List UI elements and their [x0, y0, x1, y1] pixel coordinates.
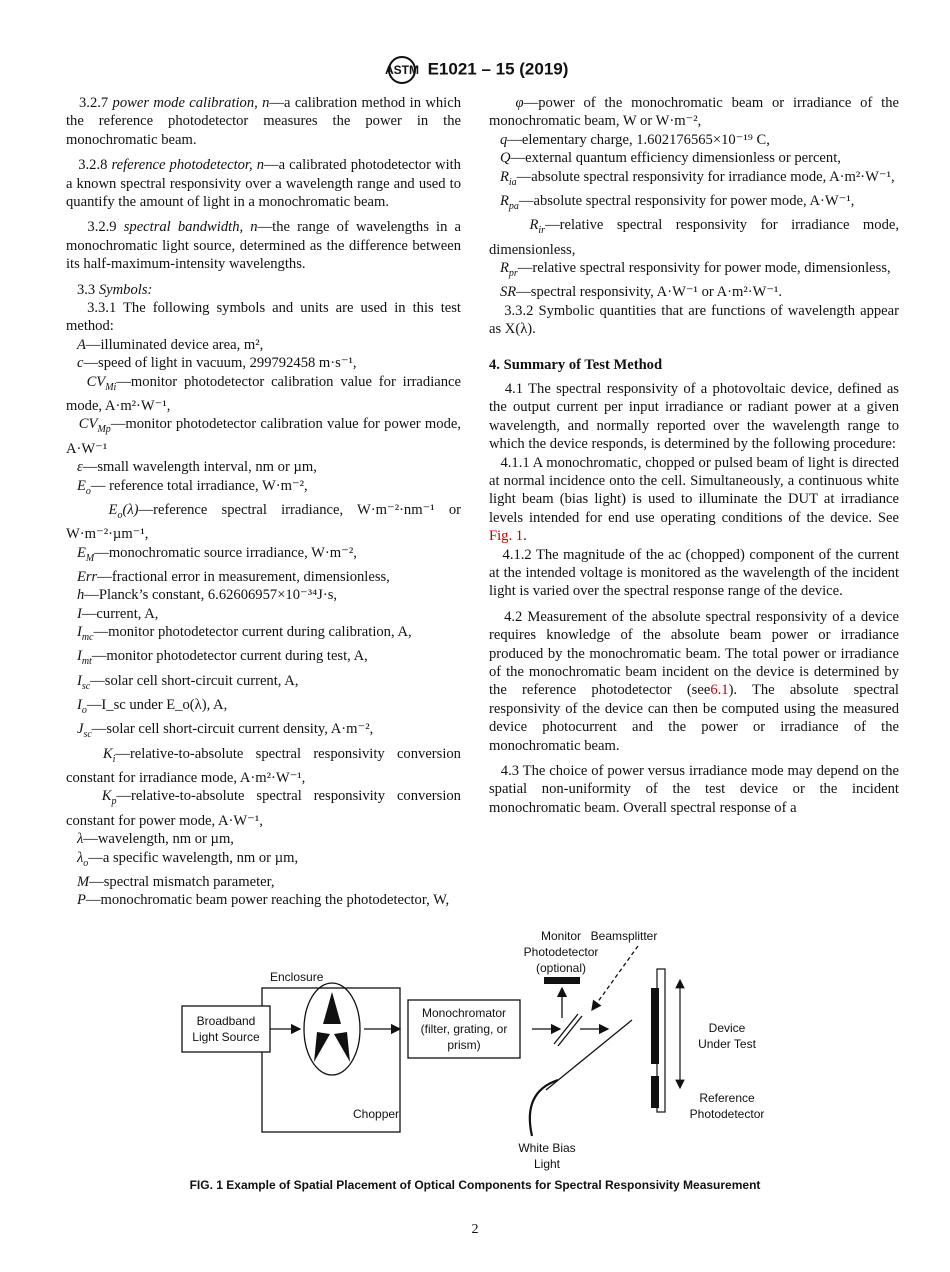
- symbol-def: [66, 873, 461, 891]
- symbol-def: [66, 458, 461, 476]
- mono-label-1: Monochromator: [421, 1006, 507, 1020]
- monitor-label-2: Photodetector: [523, 945, 599, 959]
- symbol-term: $R_{pr}$: [499, 259, 518, 279]
- svg-text:ASTM: ASTM: [384, 63, 419, 77]
- figure-caption: FIG. 1 Example of Spatial Placement of Optical Components for Spectral Responsivity Measurement: [189, 1178, 761, 1192]
- symbol-text: —external quantum efficiency dimensionless or percent,: [510, 150, 841, 167]
- symbol-def: [489, 168, 899, 192]
- symbol-def: [66, 354, 461, 372]
- symbol-text: —monitor photodetector current during test, A,: [91, 648, 368, 665]
- beamsplitter-label: Beamsplitter: [590, 929, 658, 943]
- symbol-def: [66, 415, 461, 458]
- symbol-term: $I_o$: [76, 697, 87, 716]
- symbol-text: —small wavelength interval, nm or µm,: [82, 459, 317, 476]
- symbol-def: [66, 787, 461, 830]
- symbol-text: —wavelength, nm or µm,: [83, 831, 234, 848]
- symbol-def: [66, 373, 461, 416]
- symbol-term: λ: [76, 831, 84, 848]
- white-bias-reflector: [530, 1080, 558, 1136]
- symbol-term: φ: [515, 95, 524, 111]
- symbol-list-right: [489, 94, 899, 302]
- symbol-term: A: [76, 336, 86, 353]
- symbol-def: [489, 259, 899, 283]
- enclosure-label: Enclosure: [270, 970, 324, 984]
- symbol-def: [66, 336, 461, 354]
- page-number: 2: [471, 1222, 479, 1237]
- para-3-2-9: 3.2.9 spectral bandwidth, n—the range of wavelengths in a monochromatic light source, determined as the difference between its half-maximum-intensity wavelengths.: [66, 219, 461, 273]
- symbol-term: Err: [76, 568, 98, 585]
- symbol-term: M: [76, 873, 90, 890]
- symbol-term: q: [499, 131, 508, 148]
- symbol-text: —monochromatic beam power reaching the photodetector, W,: [85, 892, 450, 909]
- symbol-text: —speed of light in vacuum, 299792458 m·s⁻¹,: [83, 355, 357, 372]
- symbol-text: — reference total irradiance, W·m⁻²,: [90, 477, 308, 494]
- page-header: [0, 56, 950, 84]
- symbol-term: $\lambda_o$: [76, 849, 89, 869]
- section-4-heading: 4. Summary of Test Method: [489, 356, 663, 373]
- white-bias-label-1: White Bias: [518, 1141, 576, 1155]
- symbol-text: —reference spectral irradiance, W·m⁻²·nm⁻¹ or W·m⁻²·µm⁻¹,: [66, 501, 461, 543]
- symbol-term: SR: [499, 284, 517, 301]
- symbol-text: —solar cell short-circuit current density, A·m⁻²,: [91, 721, 374, 738]
- symbol-term: $R_{pa}$: [499, 192, 519, 212]
- symbol-text: —monitor photodetector calibration value for irradiance mode, A·m²·W⁻¹,: [66, 373, 461, 414]
- symbol-text: —monitor photodetector current during calibration, A,: [93, 624, 412, 641]
- symbol-text: —relative-to-absolute spectral responsivity conversion constant for power mode, A·W⁻¹,: [66, 788, 461, 829]
- symbol-text: —power of the monochromatic beam or irradiance of the monochromatic beam, W or W·m⁻²,: [489, 95, 899, 130]
- broadband-label-2: Light Source: [192, 1030, 260, 1044]
- symbol-def: [66, 544, 461, 568]
- device-label-1: Device: [708, 1021, 746, 1035]
- designation: E1021 – 15 (2019): [427, 59, 569, 79]
- para-4-2: 4.2 Measurement of the absolute spectral responsivity of a device requires knowledge of the absolute beam power or irradiance produced by the monochromatic beam. The total power or irradiance of the monochromatic beam incident on the device is determined by the reference photodetector (see6.1). The absolute spectral responsivity of the device can then be computed using the measured device photocurrent and the power or irradiance of the monochromatic beam.: [489, 608, 900, 754]
- symbol-term: I: [76, 605, 82, 622]
- symbol-text: —relative-to-absolute spectral responsivity conversion constant for irradiance mode, A·m²·W⁻¹,: [66, 745, 461, 786]
- symbol-term: Q: [499, 150, 511, 167]
- symbol-text: —absolute spectral responsivity for power mode, A·W⁻¹,: [518, 192, 855, 209]
- symbol-text: —absolute spectral responsivity for irradiance mode, A·m²·W⁻¹,: [516, 168, 895, 185]
- symbol-term: $I_{sc}$: [76, 672, 91, 692]
- symbol-def: [66, 696, 461, 720]
- symbol-def: [66, 623, 461, 647]
- symbol-def: [66, 605, 461, 623]
- symbol-term: $E_M$: [76, 544, 95, 564]
- symbol-term: ε: [76, 459, 83, 476]
- reference-label-1: Reference: [699, 1091, 755, 1105]
- symbol-def: [66, 745, 461, 788]
- symbol-def: [66, 477, 461, 501]
- symbol-def: [66, 568, 461, 586]
- monitor-photodetector: [544, 977, 580, 984]
- symbol-term: $K_p$: [101, 788, 117, 808]
- mono-label-2: (filter, grating, or: [420, 1022, 508, 1036]
- symbol-def: [66, 586, 461, 604]
- symbol-term: $I_{mc}$: [76, 624, 94, 643]
- symbol-text: —relative spectral responsivity for irradiance mode, dimensionless,: [489, 217, 899, 258]
- para-3-3-1: 3.3.1 The following symbols and units are used in this test method:: [66, 300, 461, 335]
- symbol-text: —illuminated device area, m²,: [85, 336, 264, 353]
- para-3-2-8: 3.2.8 reference photodetector, n—a calibrated photodetector with a known spectral responsivity over a wavelength range and used to quantify the amount of light in a monochromatic beam.: [66, 157, 461, 211]
- symbol-term: h: [76, 587, 85, 604]
- para-3-3: 3.3 Symbols:: [76, 281, 153, 298]
- symbol-def: [66, 672, 461, 696]
- broadband-box: [182, 1006, 270, 1052]
- symbol-def: [489, 192, 899, 216]
- symbol-def: [66, 830, 461, 848]
- symbol-def: [66, 849, 461, 873]
- symbol-def: [489, 216, 899, 259]
- symbol-text: —solar cell short-circuit current, A,: [90, 672, 299, 689]
- symbol-text: —relative spectral responsivity for power mode, dimensionless,: [517, 259, 891, 276]
- symbol-term: P: [76, 892, 86, 909]
- symbol-text: —monochromatic source irradiance, W·m⁻²,: [94, 544, 357, 561]
- white-bias-label-2: Light: [533, 1157, 561, 1171]
- device-under-test: [651, 988, 659, 1064]
- monitor-label-1: Monitor: [540, 929, 582, 943]
- symbol-term: $J_{sc}$: [76, 721, 92, 741]
- symbol-term: $K_i$: [102, 745, 116, 765]
- fig-1-link[interactable]: Fig. 1: [489, 528, 524, 545]
- symbol-list-left: [66, 336, 461, 910]
- symbol-def: [66, 891, 461, 909]
- symbol-def: [489, 94, 899, 131]
- symbol-text: —Planck’s constant, 6.62606957×10⁻³⁴J·s,: [84, 587, 338, 604]
- symbol-text: —current, A,: [81, 605, 159, 622]
- mono-label-3: prism): [447, 1038, 481, 1052]
- para-4-1-1: 4.1.1 A monochromatic, chopped or pulsed beam of light is directed at normal incidence onto the cell. Simultaneously, a continuous white light beam (bias light) is used to illuminate the DUT at irradiance levels intended for end use operating conditions of the device. See Fig. 1.: [489, 454, 899, 545]
- symbol-term: $I_{mt}$: [76, 648, 92, 668]
- symbol-def: [489, 283, 899, 301]
- symbol-def: [66, 501, 461, 544]
- symbol-def: [489, 131, 899, 149]
- symbol-term: $CV_{Mi}$: [86, 373, 117, 393]
- chopper-label: Chopper: [353, 1107, 400, 1121]
- symbol-text: —a specific wavelength, nm or µm,: [88, 849, 299, 866]
- para-4-1-2: 4.1.2 The magnitude of the ac (chopped) component of the current at the intended voltage is monitored as the wavelength of the incident light is varied over the spectral response range of the device.: [489, 546, 900, 600]
- symbol-text: —monitor photodetector calibration value for power mode, A·W⁻¹: [66, 416, 461, 457]
- symbol-text: —spectral responsivity, A·W⁻¹ or A·m²·W⁻¹.: [516, 284, 783, 301]
- symbol-term: $R_{ia}$: [499, 168, 517, 188]
- para-3-2-7: 3.2.7 power mode calibration, n—a calibration method in which the reference photodetector measures the power in the monochromatic beam.: [66, 95, 462, 148]
- astm-logo-icon: [382, 56, 422, 84]
- figure-1-diagram: [160, 922, 800, 1177]
- para-3-3-2: 3.3.2 Symbolic quantities that are functions of wavelength appear as X(λ).: [489, 302, 899, 338]
- right-column: [489, 94, 899, 817]
- symbol-def: [489, 149, 899, 167]
- reference-label-2: Photodetector: [689, 1107, 765, 1121]
- section-6-1-link[interactable]: 6.1: [710, 682, 729, 699]
- broadband-label-1: Broadband: [196, 1014, 256, 1028]
- reference-photodetector: [651, 1076, 659, 1108]
- symbol-term: $CV_{Mp}$: [78, 416, 111, 436]
- symbol-term: $E_o(\lambda)$: [108, 501, 139, 521]
- left-column: [66, 94, 461, 910]
- symbol-text: —elementary charge, 1.602176565×10⁻¹⁹ C,: [507, 131, 770, 148]
- symbol-def: [66, 720, 461, 744]
- device-label-2: Under Test: [698, 1037, 756, 1051]
- symbol-term: $E_o$: [76, 477, 91, 497]
- symbol-term: c: [76, 355, 84, 372]
- symbol-def: [66, 647, 461, 671]
- monitor-label-3: (optional): [535, 961, 587, 975]
- symbol-text: —fractional error in measurement, dimensionless,: [97, 568, 390, 585]
- symbol-text: —spectral mismatch parameter,: [89, 873, 275, 890]
- symbol-text: —I_sc under E_o(λ), A,: [86, 697, 228, 714]
- symbol-term: $R_{ir}$: [529, 217, 546, 237]
- para-4-1: 4.1 The spectral responsivity of a photovoltaic device, defined as the output current per input irradiance or radiant power at a given wavelength, and normally reported over the wavelength range to which the device responds, is determined by the following procedure:: [489, 380, 899, 453]
- para-4-3: 4.3 The choice of power versus irradiance mode may depend on the spatial non-uniformity of the test device or the incident monochromatic beam. Overall spectral response of a: [489, 763, 899, 816]
